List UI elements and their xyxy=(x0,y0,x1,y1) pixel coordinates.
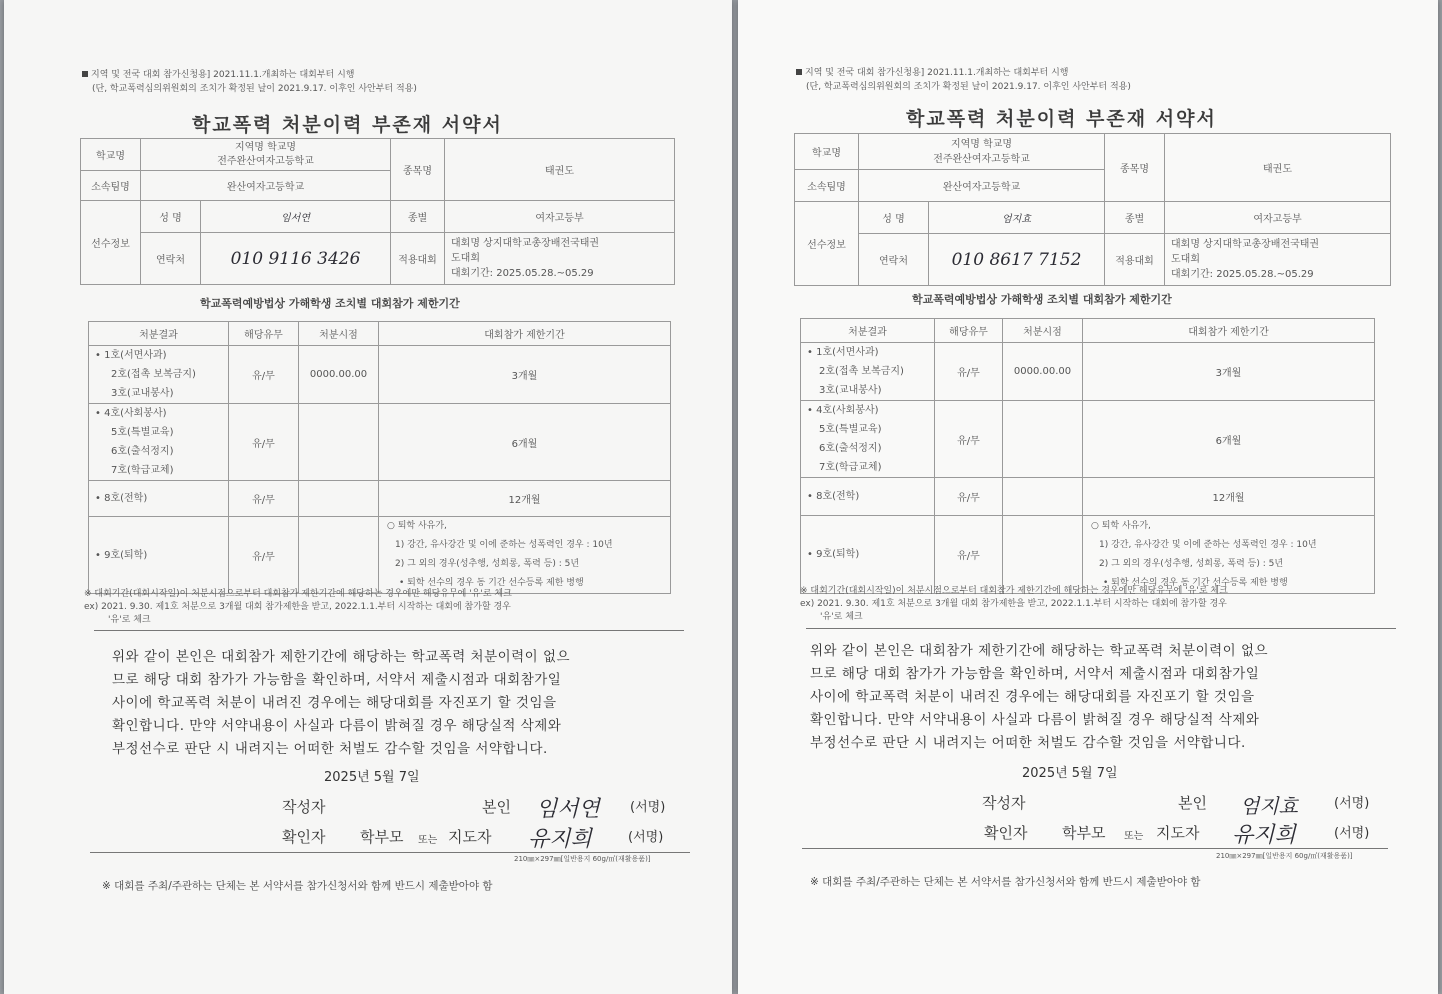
header-applicable: 해당유무 xyxy=(935,319,1003,343)
measures-4-7: • 4호(사회봉사) 5호(특별교육) 6호(출석정지) 7호(학급교체) xyxy=(89,404,229,481)
restriction-period: 6개월 xyxy=(1083,401,1375,478)
affiliation-value: 완산여자고등학교 xyxy=(859,170,1105,202)
contact-label: 연락처 xyxy=(859,234,929,286)
header-applicable: 해당유무 xyxy=(229,322,299,346)
divider xyxy=(802,848,1388,849)
notice xyxy=(796,66,1131,94)
applied-label: 적용대회 xyxy=(1105,234,1165,286)
affiliation-label: 소속팀명 xyxy=(795,170,859,202)
measure-9: • 9호(퇴학) xyxy=(89,517,229,594)
event-value: 태권도 xyxy=(445,139,675,201)
self-label: 본인 xyxy=(1178,794,1207,812)
sign-mark: (서명) xyxy=(1334,826,1370,841)
square-bullet-icon xyxy=(82,71,88,77)
square-bullet-icon xyxy=(796,69,802,75)
restriction-subhead: 학교폭력예방법상 가해학생 조치별 대회참가 제한기간 xyxy=(912,293,1172,306)
confirmer-label: 확인자 xyxy=(984,824,1028,842)
expulsion-periods: ○ 퇴학 사유가, 1) 강간, 유사강간 및 이에 준하는 성폭력인 경우 : 10년 2) 그 외의 경우(성추행, 성희롱, 폭력 등) : 5년 • 퇴학 선수의 경우 동 기간 선수등록 제한 병행 xyxy=(1083,516,1375,594)
header-period: 대회참가 제한기간 xyxy=(379,322,671,346)
footnote: ※ 대회기간(대회시작일)이 처분시점으로부터 대회참가 제한기간에 해당하는 경우에만 해당유무에 '유'로 체크 ex) 2021. 9.30. 제1호 처분으로 3개월 대회 참가제한을 받고, 2022.1.1.부터 시작하는 대회에 참가할 경우 '유'로 체크 xyxy=(84,589,512,625)
pledge-date: 2025년 5월 7일 xyxy=(1022,766,1118,781)
measure-date: 0000.00.00 xyxy=(1003,343,1083,401)
confirmer-label: 확인자 xyxy=(282,828,326,846)
event-value: 태권도 xyxy=(1165,134,1391,202)
affiliation-label: 소속팀명 xyxy=(81,171,141,201)
measure-date xyxy=(1003,478,1083,516)
measure-8: • 8호(전학) xyxy=(801,478,935,516)
contact-label: 연락처 xyxy=(141,233,201,285)
parent-label: 학부모 xyxy=(360,828,404,846)
notice-line-2: (단, 학교폭력심의위원회의 조치가 확정된 날이 2021.9.17. 이후인 사안부터 적용) xyxy=(92,84,417,94)
expulsion-periods: ○ 퇴학 사유가, 1) 강간, 유사강간 및 이에 준하는 성폭력인 경우 : 10년 2) 그 외의 경우(성추행, 성희롱, 폭력 등) : 5년 • 퇴학 선수의 경우 동 기간 선수등록 제한 병행 xyxy=(379,517,671,594)
pledge-date: 2025년 5월 7일 xyxy=(324,770,420,785)
applied-competition: 대회명 상지대학교총장배전국태권 도대회 대회기간: 2025.05.28.~05.29 xyxy=(445,233,675,285)
divider xyxy=(806,628,1396,629)
measure-date: 0000.00.00 xyxy=(299,346,379,404)
coach-signature: 유지희 xyxy=(1232,823,1296,848)
name-label: 성 명 xyxy=(859,202,929,234)
header-date: 처분시점 xyxy=(299,322,379,346)
applicable-check: 유/무 xyxy=(229,346,299,404)
measure-9: • 9호(퇴학) xyxy=(801,516,935,594)
applicable-check: 유/무 xyxy=(229,481,299,517)
paper-size: 210㎜×297㎜[일반용지 60g/㎡(재활용품)] xyxy=(514,855,651,863)
measure-8: • 8호(전학) xyxy=(89,481,229,517)
applicable-check: 유/무 xyxy=(935,516,1003,594)
sign-mark: (서명) xyxy=(628,830,664,845)
or-label: 또는 xyxy=(1124,831,1144,842)
or-label: 또는 xyxy=(418,835,438,846)
sign-mark: (서명) xyxy=(1334,796,1370,811)
affiliation-value: 완산여자고등학교 xyxy=(141,171,391,201)
category-value: 여자고등부 xyxy=(1165,202,1391,234)
name-handwritten: 엄지효 xyxy=(929,202,1105,234)
divider xyxy=(90,852,690,853)
applied-label: 적용대회 xyxy=(391,233,445,285)
document-title: 학교폭력 처분이력 부존재 서약서 xyxy=(906,108,1217,130)
school-value: 지역명 학교명 전주완산여자고등학교 xyxy=(141,139,391,171)
applicable-check: 유/무 xyxy=(229,517,299,594)
measures-1-3: • 1호(서면사과) 2호(접촉 보복금지) 3호(교내봉사) xyxy=(89,346,229,404)
coach-label: 지도자 xyxy=(1156,824,1200,842)
notice-line-2: (단, 학교폭력심의위원회의 조치가 확정된 날이 2021.9.17. 이후인 사안부터 적용) xyxy=(806,82,1131,92)
pledge-sheet-left xyxy=(4,0,732,994)
self-signature: 엄지효 xyxy=(1240,794,1298,818)
header-result: 처분결과 xyxy=(801,319,935,343)
parent-label: 학부모 xyxy=(1062,824,1106,842)
athlete-label: 선수정보 xyxy=(81,201,141,285)
athlete-info-table xyxy=(794,133,1391,286)
header-date: 처분시점 xyxy=(1003,319,1083,343)
contact-handwritten: 010 9116 3426 xyxy=(201,233,391,285)
sign-mark: (서명) xyxy=(630,800,666,815)
pledge-text: 위와 같이 본인은 대회참가 제한기간에 해당하는 학교폭력 처분이력이 없으 므로 해당 대회 참가가 가능함을 확인하며, 서약서 제출시점과 대회참가일 사이에 학교폭력 처분이 내려진 경우에는 해당대회를 자진포기 할 것임을 확인합니다. 만약 서약내용이 사실과 다름이 밝혀질 경우 해당실적 삭제와 부정선수로 판단 시 내려지는 어떠한 처벌도 감수할 것임을 서약합니다. xyxy=(810,643,1269,751)
applicable-check: 유/무 xyxy=(935,343,1003,401)
measure-date xyxy=(299,404,379,481)
footnote: ※ 대회기간(대회시작일)이 처분시점으로부터 대회참가 제한기간에 해당하는 경우에만 해당유무에 '유'로 체크 ex) 2021. 9.30. 제1호 처분으로 3개월 대회 참가제한을 받고, 2022.1.1.부터 시작하는 대회에 참가할 경우 '유'로 체크 xyxy=(800,586,1228,622)
restriction-period: 12개월 xyxy=(379,481,671,517)
restriction-period: 3개월 xyxy=(379,346,671,404)
measure-date xyxy=(299,517,379,594)
athlete-info-table xyxy=(80,138,675,285)
pledge-sheet-right xyxy=(738,0,1438,994)
writer-label: 작성자 xyxy=(282,798,326,816)
category-value: 여자고등부 xyxy=(445,201,675,233)
event-label: 종목명 xyxy=(391,139,445,201)
school-value: 지역명 학교명 전주완산여자고등학교 xyxy=(859,134,1105,170)
restriction-subhead: 학교폭력예방법상 가해학생 조치별 대회참가 제한기간 xyxy=(200,297,460,310)
applicable-check: 유/무 xyxy=(935,478,1003,516)
name-label: 성 명 xyxy=(141,201,201,233)
coach-label: 지도자 xyxy=(448,828,492,846)
event-label: 종목명 xyxy=(1105,134,1165,202)
measure-date xyxy=(1003,516,1083,594)
restriction-period: 12개월 xyxy=(1083,478,1375,516)
self-label: 본인 xyxy=(482,798,511,816)
notice xyxy=(82,68,417,96)
contact-handwritten: 010 8617 7152 xyxy=(929,234,1105,286)
divider xyxy=(94,630,684,631)
school-label: 학교명 xyxy=(81,139,141,171)
self-signature: 임서연 xyxy=(536,797,600,822)
measures-1-3: • 1호(서면사과) 2호(접촉 보복금지) 3호(교내봉사) xyxy=(801,343,935,401)
pledge-text: 위와 같이 본인은 대회참가 제한기간에 해당하는 학교폭력 처분이력이 없으 므로 해당 대회 참가가 가능함을 확인하며, 서약서 제출시점과 대회참가일 사이에 학교폭력 처분이 내려진 경우에는 해당대회를 자진포기 할 것임을 확인합니다. 만약 서약내용이 사실과 다름이 밝혀질 경우 해당실적 삭제와 부정선수로 판단 시 내려지는 어떠한 처벌도 감수할 것임을 서약합니다. xyxy=(112,649,571,757)
applied-competition: 대회명 상지대학교총장배전국태권 도대회 대회기간: 2025.05.28.~05.29 xyxy=(1165,234,1391,286)
category-label: 종별 xyxy=(391,201,445,233)
header-period: 대회참가 제한기간 xyxy=(1083,319,1375,343)
applicable-check: 유/무 xyxy=(229,404,299,481)
bottom-note: ※ 대회를 주최/주관하는 단체는 본 서약서를 참가신청서와 함께 반드시 제출받아야 함 xyxy=(810,876,1201,888)
writer-row xyxy=(4,796,732,826)
measure-date xyxy=(1003,401,1083,478)
bottom-note: ※ 대회를 주최/주관하는 단체는 본 서약서를 참가신청서와 함께 반드시 제출받아야 함 xyxy=(102,880,493,892)
paper-size: 210㎜×297㎜[일반용지 60g/㎡(재활용품)] xyxy=(1216,852,1353,860)
athlete-label: 선수정보 xyxy=(795,202,859,286)
coach-signature: 유지희 xyxy=(528,827,592,852)
measures-table xyxy=(88,321,671,594)
restriction-period: 3개월 xyxy=(1083,343,1375,401)
writer-row xyxy=(738,792,1438,822)
measure-date xyxy=(299,481,379,517)
measures-table xyxy=(800,318,1375,594)
header-result: 처분결과 xyxy=(89,322,229,346)
school-label: 학교명 xyxy=(795,134,859,170)
restriction-period: 6개월 xyxy=(379,404,671,481)
notice-line-1: 지역 및 전국 대회 참가신청용] 2021.11.1.개최하는 대회부터 시행 xyxy=(805,68,1069,78)
name-handwritten: 임서연 xyxy=(201,201,391,233)
writer-label: 작성자 xyxy=(982,794,1026,812)
document-title: 학교폭력 처분이력 부존재 서약서 xyxy=(192,114,503,136)
applicable-check: 유/무 xyxy=(935,401,1003,478)
notice-line-1: 지역 및 전국 대회 참가신청용] 2021.11.1.개최하는 대회부터 시행 xyxy=(91,70,355,80)
measures-4-7: • 4호(사회봉사) 5호(특별교육) 6호(출석정지) 7호(학급교체) xyxy=(801,401,935,478)
category-label: 종별 xyxy=(1105,202,1165,234)
